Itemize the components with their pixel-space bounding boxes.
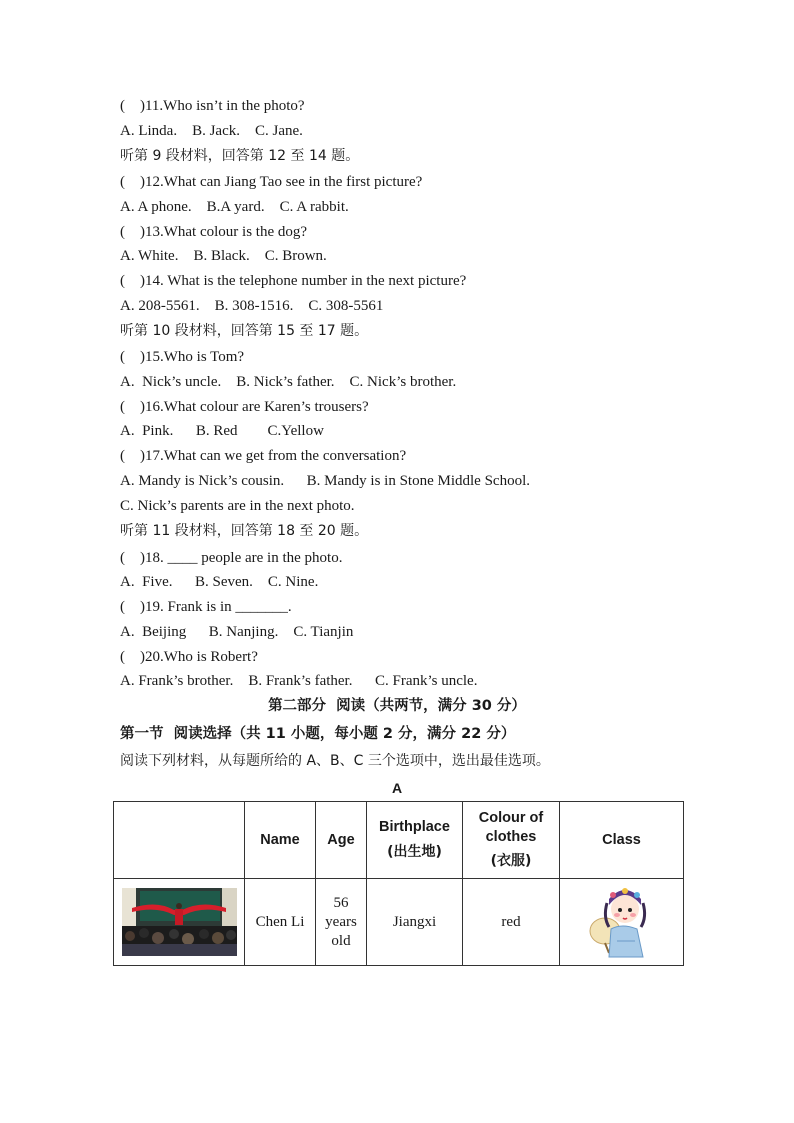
question-18: ( )18. ____ people are in the photo. xyxy=(120,550,343,566)
question-20-options: A. Frank’s brother. B. Frank’s father. C. Frank’s uncle. xyxy=(120,673,478,689)
header-class: Class xyxy=(560,802,684,879)
section-note-9: 听第 9 段材料，回答第 12 至 14 题。 xyxy=(120,148,360,164)
question-11-options: A. Linda. B. Jack. C. Jane. xyxy=(120,123,303,139)
question-12-options: A. A phone. B.A yard. C. A rabbit. xyxy=(120,199,349,215)
header-colour-en: Colour of clothes xyxy=(478,810,544,845)
opera-character-icon xyxy=(587,883,657,961)
question-16-options: A. Pink. B. Red C.Yellow xyxy=(120,423,324,439)
section1-title: 第一节 阅读选择（共 11 小题，每小题 2 分，满分 22 分） xyxy=(120,726,516,742)
passage-label: A xyxy=(391,780,403,796)
header-colour xyxy=(463,802,560,879)
cell-colour: red xyxy=(463,879,560,966)
header-name: Name xyxy=(245,802,316,879)
cell-age: 56 years old xyxy=(316,879,367,966)
question-19-options: A. Beijing B. Nanjing. C. Tianjin xyxy=(120,624,354,640)
header-photo-cell xyxy=(114,802,245,879)
header-birthplace-en: Birthplace xyxy=(379,819,450,835)
question-19: ( )19. Frank is in _______. xyxy=(120,599,292,615)
question-20: ( )20.Who is Robert? xyxy=(120,649,258,665)
class-cell xyxy=(560,879,684,966)
cell-birthplace: Jiangxi xyxy=(367,879,463,966)
section-note-11: 听第 11 段材料，回答第 18 至 20 题。 xyxy=(120,523,369,539)
question-13: ( )13.What colour is the dog? xyxy=(120,224,308,240)
classroom-photo xyxy=(122,888,237,956)
question-12: ( )12.What can Jiang Tao see in the first picture? xyxy=(120,174,423,190)
question-17: ( )17.What can we get from the conversation? xyxy=(120,448,407,464)
header-colour-cn: (衣服) xyxy=(490,853,532,869)
reading-instruction: 阅读下列材料，从每题所给的 A、B、C 三个选项中，选出最佳选项。 xyxy=(120,753,550,769)
header-birthplace xyxy=(367,802,463,879)
part2-title: 第二部分 阅读（共两节，满分 30 分） xyxy=(268,698,526,714)
table-header-row xyxy=(114,802,684,879)
question-11: ( )11.Who isn’t in the photo? xyxy=(120,98,305,114)
table-row xyxy=(114,879,684,966)
question-15-options: A. Nick’s uncle. B. Nick’s father. C. Nick’s brother. xyxy=(120,374,457,390)
question-13-options: A. White. B. Black. C. Brown. xyxy=(120,248,327,264)
question-17-option-c: C. Nick’s parents are in the next photo. xyxy=(120,498,355,514)
header-birthplace-cn: (出生地) xyxy=(387,844,442,860)
cell-name: Chen Li xyxy=(245,879,316,966)
question-15: ( )15.Who is Tom? xyxy=(120,349,245,365)
section-note-10: 听第 10 段材料，回答第 15 至 17 题。 xyxy=(120,323,369,339)
question-16: ( )16.What colour are Karen’s trousers? xyxy=(120,399,369,415)
question-14-options: A. 208-5561. B. 308-1516. C. 308-5561 xyxy=(120,298,384,314)
header-age: Age xyxy=(316,802,367,879)
question-17-options: A. Mandy is Nick’s cousin. B. Mandy is in Stone Middle School. xyxy=(120,473,530,489)
photo-cell xyxy=(114,879,245,966)
question-14: ( )14. What is the telephone number in the next picture? xyxy=(120,273,467,289)
info-table xyxy=(113,801,684,966)
question-18-options: A. Five. B. Seven. C. Nine. xyxy=(120,574,319,590)
